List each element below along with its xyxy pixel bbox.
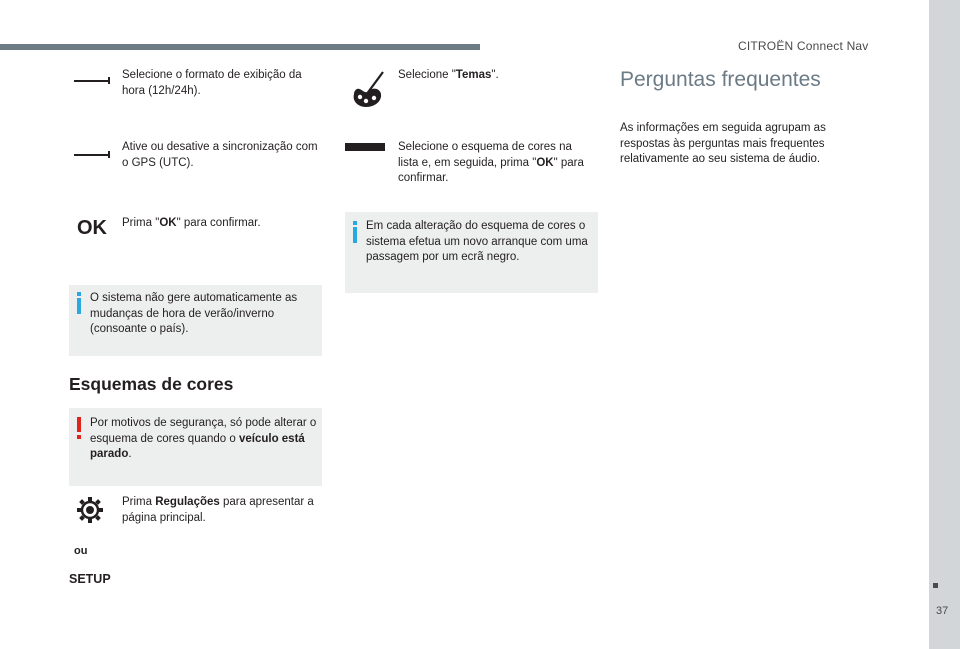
info-text-restart: Em cada alteração do esquema de cores o sistema efetua um novo arranque com uma passagem por um ecrã negro. bbox=[366, 220, 588, 263]
setup-label: SETUP bbox=[69, 572, 111, 586]
info-text-dst: O sistema não gere automaticamente as mudanças de hora de verão/inverno (consoante o país). bbox=[90, 292, 298, 335]
header-bar bbox=[0, 44, 480, 50]
palette-icon bbox=[349, 70, 385, 110]
faq-intro-text: As informações em seguida agrupam as respostas às perguntas mais frequentes relativamente ao seu sistema de áudio. bbox=[620, 122, 826, 165]
warning-text-safety: Por motivos de segurança, só pode alterar o esquema de cores quando o veículo está parado. bbox=[90, 417, 317, 460]
item-time-format: Selecione o formato de exibição da hora (12h/24h). bbox=[122, 69, 302, 97]
line-setting-icon bbox=[74, 76, 112, 86]
or-label: ou bbox=[74, 545, 88, 557]
info-icon bbox=[351, 221, 359, 243]
info-icon bbox=[75, 292, 83, 314]
item-select-themes: Selecione "Temas". bbox=[398, 69, 499, 81]
list-item-icon bbox=[345, 143, 387, 153]
gear-icon bbox=[76, 496, 104, 524]
section-title-color-schemes: Esquemas de cores bbox=[69, 374, 234, 394]
item-settings: Prima Regulações para apresentar a página principal. bbox=[122, 496, 314, 524]
info-box-restart bbox=[345, 212, 598, 293]
item-confirm-ok: Prima "OK" para confirmar. bbox=[122, 217, 261, 229]
warning-box-safety bbox=[69, 408, 322, 486]
page-marker bbox=[933, 583, 938, 588]
brand-label: CITROËN Connect Nav bbox=[738, 39, 869, 53]
info-box-dst bbox=[69, 285, 322, 356]
item-select-scheme: Selecione o esquema de cores na lista e, em seguida, prima "OK" para confirmar. bbox=[398, 141, 584, 184]
faq-title: Perguntas frequentes bbox=[620, 68, 821, 91]
page-number: 37 bbox=[936, 605, 949, 617]
line-setting-icon bbox=[74, 150, 112, 160]
ok-icon: OK bbox=[77, 217, 107, 239]
page-side-strip bbox=[929, 0, 960, 649]
item-gps-sync: Ative ou desative a sincronização com o GPS (UTC). bbox=[122, 141, 318, 169]
warning-icon bbox=[75, 417, 83, 439]
